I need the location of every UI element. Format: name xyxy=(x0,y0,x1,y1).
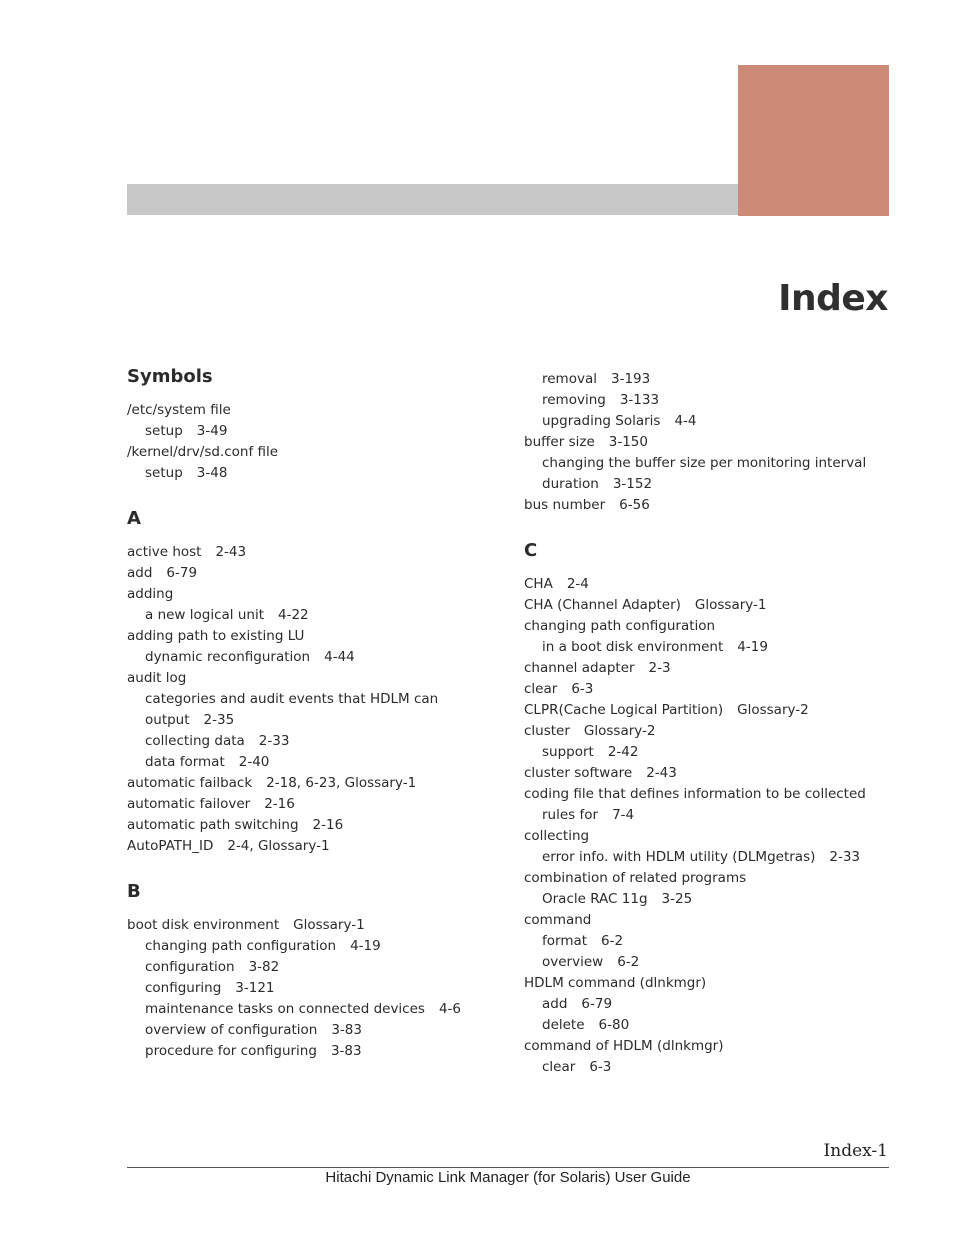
index-entry xyxy=(524,595,904,616)
entry-term: cluster xyxy=(524,723,570,739)
entry-page-reference[interactable]: 4-6 xyxy=(438,1001,462,1017)
index-subentry xyxy=(524,453,904,474)
index-subentry xyxy=(524,889,904,910)
entry-page-reference[interactable]: 2-33 xyxy=(829,849,861,865)
index-subentry xyxy=(524,931,904,952)
entry-term: changing path configuration xyxy=(145,938,337,954)
entry-term: add xyxy=(127,565,153,581)
entry-page-reference[interactable]: 3-83 xyxy=(330,1043,362,1059)
entry-term: CLPR(Cache Logical Partition) xyxy=(524,702,724,718)
index-entry xyxy=(524,721,904,742)
index-entry xyxy=(127,626,497,647)
entry-term: output xyxy=(145,712,190,728)
entry-term: CHA xyxy=(524,576,553,592)
entry-term: Oracle RAC 11g xyxy=(542,891,648,907)
index-entry xyxy=(127,584,497,605)
section-heading: A xyxy=(127,508,141,529)
index-entry xyxy=(524,679,904,700)
entry-term: adding xyxy=(127,586,174,602)
entry-term: changing the buffer size per monitoring interval xyxy=(542,455,867,471)
index-subentry xyxy=(524,390,904,411)
entry-page-reference[interactable]: 3-150 xyxy=(608,434,648,450)
entry-term: command xyxy=(524,912,592,928)
entry-term: configuration xyxy=(145,959,235,975)
index-entry xyxy=(127,815,497,836)
index-entry xyxy=(127,668,497,689)
entry-term: removing xyxy=(542,392,606,408)
entry-page-reference[interactable]: Glossary-1 xyxy=(694,597,767,613)
index-column-left xyxy=(127,365,497,1085)
entry-term: AutoPATH_ID xyxy=(127,838,214,854)
index-entry xyxy=(524,910,904,931)
index-subentry xyxy=(524,369,904,390)
index-entry xyxy=(524,574,904,595)
entry-term: rules for xyxy=(542,807,599,823)
entry-term: command of HDLM (dlnkmgr) xyxy=(524,1038,724,1054)
entry-page-reference[interactable]: Glossary-2 xyxy=(737,702,809,718)
entry-page-reference[interactable]: 3-133 xyxy=(619,392,660,408)
entry-page-reference[interactable]: 6-79 xyxy=(166,565,198,581)
index-subentry xyxy=(524,411,904,432)
entry-term: boot disk environment xyxy=(127,917,280,933)
index-entry xyxy=(524,973,904,994)
index-section xyxy=(127,507,497,857)
index-entry xyxy=(127,563,497,584)
entry-page-reference[interactable]: 2-33 xyxy=(258,733,290,749)
entry-page-reference[interactable]: Glossary-2 xyxy=(583,723,656,739)
entry-term: configuring xyxy=(145,980,222,996)
index-subentry xyxy=(127,936,497,957)
entry-term: setup xyxy=(145,465,183,481)
entry-term: active host xyxy=(127,544,202,560)
index-subentry xyxy=(524,952,904,973)
entry-page-reference[interactable]: 3-48 xyxy=(196,465,228,481)
index-entry xyxy=(524,658,904,679)
entry-page-reference[interactable]: 6-56 xyxy=(619,497,650,513)
entry-page-reference[interactable]: 4-19 xyxy=(737,639,768,655)
entry-term: adding path to existing LU xyxy=(127,628,305,644)
section-heading: B xyxy=(127,881,141,902)
index-entry xyxy=(524,700,904,721)
entry-page-reference[interactable]: 2-18, 6-23, Glossary-1 xyxy=(266,775,417,791)
section-heading: C xyxy=(524,540,538,561)
index-entry xyxy=(524,1036,904,1057)
entry-term: HDLM command (dlnkmgr) xyxy=(524,975,707,991)
entry-term: duration xyxy=(542,476,599,492)
entry-term: format xyxy=(542,933,588,949)
entry-page-reference[interactable]: 3-25 xyxy=(661,891,693,907)
entry-term: upgrading Solaris xyxy=(542,413,661,429)
entry-term: delete xyxy=(542,1017,585,1033)
entry-page-reference[interactable]: 7-4 xyxy=(612,807,635,823)
index-entry xyxy=(524,826,904,847)
entry-page-reference[interactable]: 3-121 xyxy=(235,980,275,996)
index-subentry xyxy=(127,710,497,731)
index-subentry xyxy=(127,752,497,773)
entry-term: error info. with HDLM utility (DLMgetras) xyxy=(542,849,816,865)
entry-page-reference[interactable]: 6-3 xyxy=(571,681,594,697)
entry-page-reference[interactable]: 2-16 xyxy=(312,817,344,833)
entry-term: categories and audit events that HDLM can xyxy=(145,691,439,707)
index-entry xyxy=(127,794,497,815)
entry-page-reference[interactable]: 6-80 xyxy=(598,1017,630,1033)
entry-page-reference[interactable]: 3-49 xyxy=(196,423,228,439)
entry-term: setup xyxy=(145,423,183,439)
index-subentry xyxy=(524,474,904,495)
section-heading: Symbols xyxy=(127,366,213,387)
footer-document-title: Hitachi Dynamic Link Manager (for Solaris) User Guide xyxy=(325,1169,691,1186)
entry-term: collecting xyxy=(524,828,590,844)
index-entry xyxy=(524,495,904,516)
entry-term: automatic failback xyxy=(127,775,253,791)
index-entry xyxy=(127,773,497,794)
entry-page-reference[interactable]: 2-4 xyxy=(566,576,589,592)
index-subentry xyxy=(524,742,904,763)
index-entry xyxy=(127,915,497,936)
entry-page-reference[interactable]: 4-44 xyxy=(324,649,355,665)
entry-term: overview of configuration xyxy=(145,1022,318,1038)
index-section xyxy=(524,369,904,516)
entry-term: buffer size xyxy=(524,434,595,450)
entry-page-reference[interactable]: 2-40 xyxy=(238,754,270,770)
entry-page-reference[interactable]: 4-22 xyxy=(277,607,309,623)
index-subentry xyxy=(524,805,904,826)
entry-page-reference[interactable]: 3-193 xyxy=(610,371,651,387)
entry-page-reference[interactable]: 6-2 xyxy=(617,954,640,970)
entry-page-reference[interactable]: 6-2 xyxy=(601,933,624,949)
index-subentry xyxy=(524,847,904,868)
header-accent-block xyxy=(738,65,889,216)
entry-term: a new logical unit xyxy=(145,607,264,623)
entry-page-reference[interactable]: 2-42 xyxy=(607,744,639,760)
entry-term: audit log xyxy=(127,670,187,686)
index-subentry xyxy=(127,605,497,626)
entry-term: /etc/system file xyxy=(127,402,231,418)
entry-term: automatic failover xyxy=(127,796,251,812)
entry-term: in a boot disk environment xyxy=(542,639,724,655)
header-gray-bar xyxy=(127,184,739,215)
entry-term: coding file that defines information to be collected xyxy=(524,786,866,802)
entry-page-reference[interactable]: 2-4, Glossary-1 xyxy=(227,838,330,854)
entry-page-reference[interactable]: 3-82 xyxy=(248,959,280,975)
index-entry xyxy=(524,616,904,637)
index-subentry xyxy=(524,637,904,658)
index-subentry xyxy=(127,999,497,1020)
entry-term: changing path configuration xyxy=(524,618,716,634)
index-subentry xyxy=(127,1020,497,1041)
entry-page-reference[interactable]: 2-43 xyxy=(215,544,247,560)
entry-term: clear xyxy=(542,1059,576,1075)
entry-page-reference[interactable]: 6-79 xyxy=(581,996,613,1012)
index-subentry xyxy=(127,978,497,999)
entry-term: automatic path switching xyxy=(127,817,299,833)
entry-page-reference[interactable]: 2-43 xyxy=(646,765,677,781)
entry-term: /kernel/drv/sd.conf file xyxy=(127,444,279,460)
page-title: Index xyxy=(778,278,888,319)
entry-term: cluster software xyxy=(524,765,633,781)
entry-page-reference[interactable]: 6-3 xyxy=(589,1059,612,1075)
entry-term: support xyxy=(542,744,594,760)
index-entry xyxy=(127,400,497,421)
index-entry xyxy=(524,784,904,805)
entry-page-reference[interactable]: 2-35 xyxy=(203,712,235,728)
index-subentry xyxy=(127,689,497,710)
entry-term: channel adapter xyxy=(524,660,635,676)
entry-page-reference[interactable]: Glossary-1 xyxy=(293,917,365,933)
entry-term: data format xyxy=(145,754,225,770)
index-entry xyxy=(524,763,904,784)
footer-rule xyxy=(127,1167,889,1168)
entry-page-reference[interactable]: 2-16 xyxy=(264,796,295,812)
entry-page-reference[interactable]: 4-19 xyxy=(350,938,381,954)
entry-term: dynamic reconfiguration xyxy=(145,649,311,665)
entry-term: removal xyxy=(542,371,597,387)
entry-term: overview xyxy=(542,954,604,970)
entry-page-reference[interactable]: 2-3 xyxy=(648,660,671,676)
entry-page-reference[interactable]: 4-4 xyxy=(674,413,697,429)
entry-term: add xyxy=(542,996,568,1012)
index-entry xyxy=(127,542,497,563)
page-number: Index-1 xyxy=(823,1141,888,1161)
index-subentry xyxy=(127,647,497,668)
entry-term: collecting data xyxy=(145,733,245,749)
entry-term: combination of related programs xyxy=(524,870,747,886)
entry-term: CHA (Channel Adapter) xyxy=(524,597,681,613)
index-entry xyxy=(127,836,497,857)
index-subentry xyxy=(524,1015,904,1036)
index-section xyxy=(127,880,497,1062)
entry-term: maintenance tasks on connected devices xyxy=(145,1001,425,1017)
index-subentry xyxy=(524,1057,904,1078)
index-entry xyxy=(524,868,904,889)
index-entry xyxy=(524,432,904,453)
index-subentry xyxy=(127,1041,497,1062)
entry-page-reference[interactable]: 3-152 xyxy=(612,476,653,492)
index-section xyxy=(127,365,497,484)
index-subentry xyxy=(127,421,497,442)
index-section xyxy=(524,539,904,1078)
index-subentry xyxy=(127,731,497,752)
index-subentry xyxy=(127,957,497,978)
entry-term: bus number xyxy=(524,497,606,513)
entry-term: procedure for configuring xyxy=(145,1043,317,1059)
index-subentry xyxy=(127,463,497,484)
index-column-right xyxy=(524,369,904,1101)
entry-page-reference[interactable]: 3-83 xyxy=(331,1022,362,1038)
index-subentry xyxy=(524,994,904,1015)
entry-term: clear xyxy=(524,681,558,697)
index-entry xyxy=(127,442,497,463)
